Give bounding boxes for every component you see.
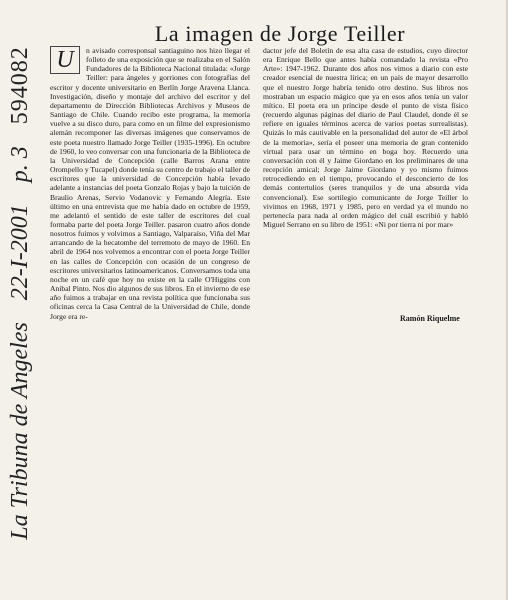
- article-author: Ramón Riquelme: [400, 314, 460, 323]
- drop-cap: U: [50, 46, 80, 74]
- annotation-publication: La Tribuna de Angeles: [6, 322, 33, 540]
- article-title: La imagen de Jorge Teiller: [154, 20, 406, 46]
- column-2-text: dactor jefe del Boletín de esa alta casa de estudios, cuyo director era Enrique Bello que antes había comandado la revista «Pro Arte»: 1947-1962. Durante dos años nos vimos a diario con este creador esencial de nuestra lírica; en un país de mayor desarrollo que el nuestro Jorge habría tenido otro destino. Sus libros nos mostraban un espacio mágico que ya en esos años tenía un valor mítico. El poeta era un príncipe desde el punto de vista físico (recuerdo algunas páginas del diario de Paul Claudel, donde él se refiere en iguales términos acerca de varios poetas surrealistas). Quizás lo más cautivable en la personalidad del autor de «El árbol de la memoria», sería el poseer una memoria de gran contenido virtual para usar un término en boga hoy. Recuerdo una conversación con él y Jaime Giordano en los preliminares de una recepción amical; Jorge Jaime Giordano y yo mismo fuimos retrocediendo en el tiempo, provocando el desconcierto de los demás contertulios (seres tranquilos y de una absurda vida convencional). Ese sortilegio comunicante de Jorge Teiller lo vivimos en 1968, 1971 y 1985, pero en verdad ya el mundo no pertenecía para nada al orden mágico del cuál escribió y habló Miguel Serrano en su libro de 1951: «Ni por tierra ni por mar»: [263, 46, 468, 229]
- annotation-date: 22-I-2001: [6, 204, 33, 301]
- annotation-page: p. 3: [6, 146, 33, 183]
- margin-handwritten-annotation: [2, 13, 38, 573]
- article-column-2: [263, 46, 468, 229]
- column-1-text: n avisado corresponsal santiaguino nos hizo llegar el folleto de una exposición que se realizaba en el Salón Fundadores de la Biblioteca Nacional titulada: «Jorge Teiller: para ángeles y gorriones con fotografías del escritor y docente universitario en Berlín Jorge Aravena Llanca. Investigación, diseño y montaje del archivo del escritor y del departamento de Dirección Bibliotecas Archivos y Museos de Santiago de Chile. Cuando recibo este programa, la memoria vuelve a su disco duro, para como en un filme del expresionismo alemán recomponer las diversas imágenes que conservamos de este poeta nuestro llamado Jorge Teiller (1935-1996). En octubre de 1960, lo veo conversar con una funcionaria de la Biblioteca de la Universidad de Concepción (calle Barros Arana entre Orompello y Tucapel) donde tenía su centro de trabajo el taller de escritores que la universidad de Concepción había levado adelante a instancias del poeta Gonzalo Rojas y bajo la tuición de Braulio Arenas, Servio Vodanovic y Fernando Alegría. Este último en una entrevista que me había dado en octubre de 1959, me adelantó el sentido de este taller de escritores del cual formaba parte del poeta Jorge Teiller. pasaron cuatro años donde nosotros fuimos y volvimos a Santiago, Valparaíso, Viña del Mar arrancando de la hecatombe del terremoto de mayo de 1960. En abril de 1964 nos volvemos a encontrar con el poeta Jorge Teiller en las calles de Concepción con ocasión de un congreso de escritores universitarios latinoamericanos. Conversamos toda una noche en un café que hoy no existe en la calle O'Higgins con Aníbal Pinto. Nos dio algunos de sus libros. En el invierno de ese año fuimos a trabajar en una revista política que funcionaba sus oficinas cerca la Casa Central de la Universidad de Chile, donde Jorge era re-: [50, 46, 250, 321]
- article-column-1: [50, 46, 250, 321]
- annotation-number: 594082: [6, 46, 33, 125]
